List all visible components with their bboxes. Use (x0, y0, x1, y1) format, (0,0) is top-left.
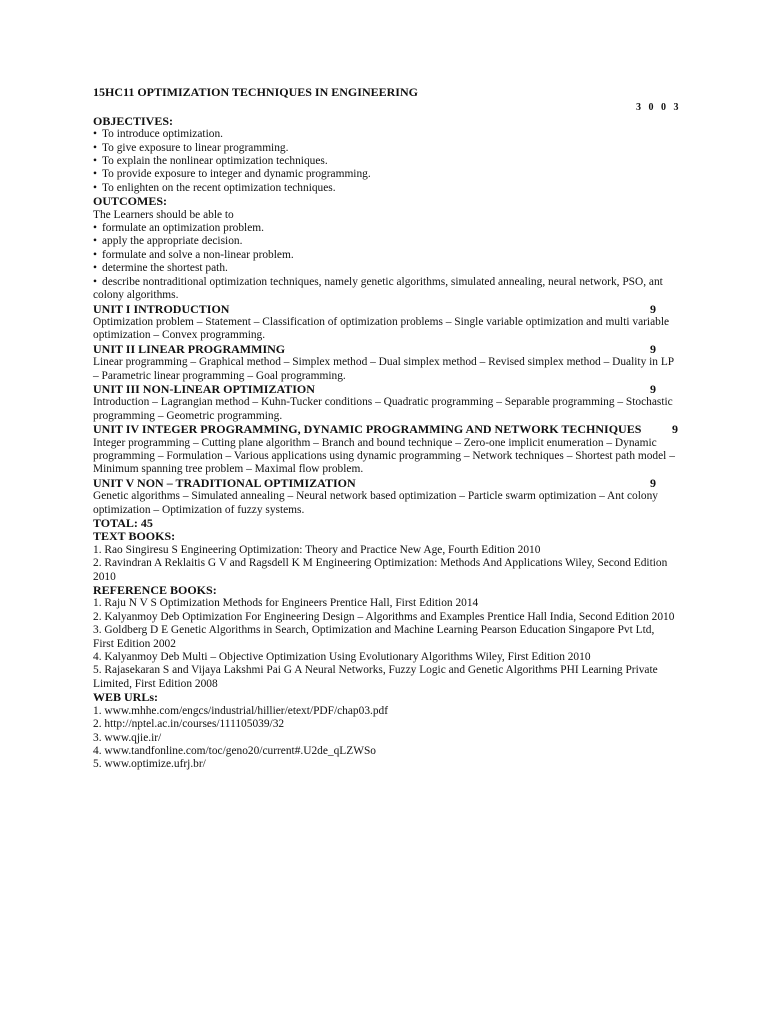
objectives-heading: OBJECTIVES: (93, 113, 174, 128)
outcomes-heading: OUTCOMES: (93, 194, 168, 209)
unit-title: UNIT I INTRODUCTION (93, 301, 230, 316)
unit-title: UNIT II LINEAR PROGRAMMING (93, 341, 286, 356)
unit-content: Linear programming – Graphical method – Simplex method – Dual simplex method – Revised simplex method – Duality in LP – Parametric linear programming – Goal programming. (93, 356, 674, 382)
reference-item: 2. Kalyanmoy Deb Optimization For Engineering Design – Algorithms and Examples Prentice Hall India, Second Edition 2010 (93, 610, 675, 623)
unit-hours: 9 (650, 475, 656, 490)
outcome-item: • formulate an optimization problem. (93, 222, 678, 235)
references-heading: REFERENCE BOOKS: (93, 583, 217, 598)
course-title: 15HC11 OPTIMIZATION TECHNIQUES IN ENGINEERING (93, 85, 418, 99)
objective-item: • To provide exposure to integer and dynamic programming. (93, 168, 678, 181)
course-credits: 3 0 0 3 (636, 102, 681, 114)
textbooks-list (93, 544, 678, 584)
weburls-heading: WEB URLs: (93, 690, 159, 705)
objective-item: • To give exposure to linear programming. (93, 142, 678, 155)
weburl-item: 4. www.tandfonline.com/toc/geno20/current#.U2de_qLZWSo (93, 744, 377, 757)
outcomes-list (93, 222, 678, 302)
unit-content: Introduction – Lagrangian method – Kuhn-Tucker conditions – Quadratic programming – Separable programming – Stochastic programming – Geometric programming. (93, 396, 673, 422)
unit-title: UNIT IV INTEGER PROGRAMMING, DYNAMIC PROGRAMMING AND NETWORK TECHNIQUES (93, 422, 642, 437)
unit-heading (93, 477, 678, 490)
reference-item: 5. Rajasekaran S and Vijaya Lakshmi Pai G A Neural Networks, Fuzzy Logic and Genetic Algorithms PHI Learning Private Limited, First Edition 2008 (93, 664, 658, 690)
unit-hours: 9 (650, 301, 656, 316)
outcome-item: • describe nontraditional optimization techniques, namely genetic algorithms, simulated annealing, neural network, PSO, ant colony algorithms. (93, 276, 678, 303)
unit-content: Genetic algorithms – Simulated annealing – Neural network based optimization – Particle swarm optimization – Ant colony optimization – Optimization of fuzzy systems. (93, 490, 658, 516)
reference-item: 4. Kalyanmoy Deb Multi – Objective Optimization Using Evolutionary Algorithms Wiley, First Edition 2010 (93, 651, 591, 664)
reference-item: 3. Goldberg D E Genetic Algorithms in Search, Optimization and Machine Learning Pearson Education Singapore Pvt Ltd, First Edition 2002 (93, 624, 655, 650)
unit-content: Optimization problem – Statement – Classification of optimization problems – Single variable optimization and multi variable optimization – Convex programming. (93, 315, 670, 342)
unit-heading (93, 383, 678, 396)
reference-item: 1. Raju N V S Optimization Methods for Engineers Prentice Hall, First Edition 2014 (93, 597, 479, 610)
outcome-item: • determine the shortest path. (93, 262, 678, 275)
objective-item: • To explain the nonlinear optimization techniques. (93, 155, 678, 168)
references-list (93, 597, 678, 691)
objective-item: • To enlighten on the recent optimization techniques. (93, 182, 678, 195)
objective-item: • To introduce optimization. (93, 128, 678, 141)
unit-hours: 9 (672, 422, 678, 437)
weburl-item: 2. http://nptel.ac.in/courses/111105039/32 (93, 718, 285, 731)
textbook-item: 2. Ravindran A Reklaitis G V and Ragsdell K M Engineering Optimization: Methods And Applications Wiley, Second Edition 2010 (93, 557, 668, 583)
weburls-list (93, 705, 678, 772)
unit-content: Integer programming – Cutting plane algorithm – Branch and bound technique – Zero-one implicit enumeration – Dynamic programming – Formulation – Various applications using dynamic programming – Network techniques – Shortest path model – Minimum spanning tree problem – Maximal flow problem. (93, 436, 675, 476)
unit-hours: 9 (650, 381, 656, 396)
weburl-item: 3. www.qjie.ir/ (93, 731, 162, 744)
outcome-item: • apply the appropriate decision. (93, 235, 678, 248)
unit-title: UNIT III NON-LINEAR OPTIMIZATION (93, 381, 315, 396)
weburl-item: 5. www.optimize.ufrj.br/ (93, 758, 206, 771)
unit-hours: 9 (650, 341, 656, 356)
objectives-list (93, 128, 678, 195)
textbook-item: 1. Rao Singiresu S Engineering Optimization: Theory and Practice New Age, Fourth Edition 2010 (93, 543, 541, 556)
unit-heading (93, 343, 678, 356)
weburl-item: 1. www.mhhe.com/engcs/industrial/hillier/etext/PDF/chap03.pdf (93, 704, 389, 717)
unit-heading (93, 303, 678, 316)
unit-heading (93, 423, 678, 436)
textbooks-heading: TEXT BOOKS: (93, 529, 176, 544)
unit-title: UNIT V NON – TRADITIONAL OPTIMIZATION (93, 475, 356, 490)
syllabus-page (93, 85, 681, 772)
outcomes-intro: The Learners should be able to (93, 208, 234, 221)
outcome-item: • formulate and solve a non-linear problem. (93, 249, 678, 262)
total-hours: TOTAL: 45 (93, 516, 153, 530)
